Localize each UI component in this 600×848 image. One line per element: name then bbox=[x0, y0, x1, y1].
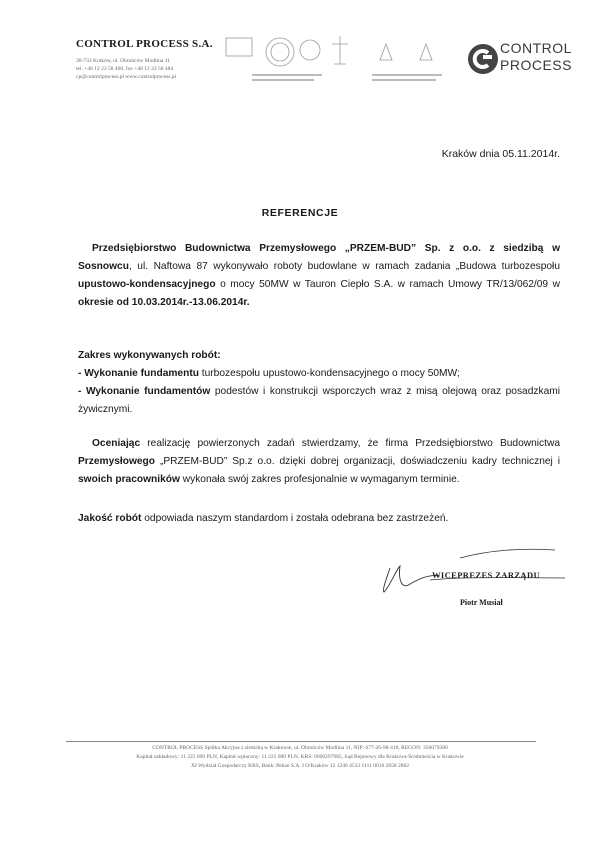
signatory-title: WICEPREZES ZARZĄDU bbox=[432, 570, 541, 580]
footer-divider bbox=[66, 741, 536, 742]
signatory-name: Piotr Musiał bbox=[460, 598, 503, 607]
text: „PRZEM-BUD” Sp.z o.o. dzięki dobrej organizacji, doświadczeniu kadry technicznej i bbox=[155, 456, 560, 467]
footer-company-info: CONTROL PROCESS Spółka Akcyjna z siedzibą w Krakowie, ul. Obrońców Modlina 11, NIP: 677-26-98-418, REGON: 356079380 bbox=[152, 745, 448, 751]
text: wykonała swój zakres profesjonalnie w wymaganym terminie. bbox=[179, 474, 460, 485]
paragraph-quality bbox=[78, 510, 560, 528]
paragraph-assessment bbox=[78, 435, 560, 489]
company-phone: tel. +48 12 23 58 400, fax +48 12 23 58 484 bbox=[76, 66, 174, 72]
text-bold: - Wykonanie fundamentów bbox=[78, 386, 211, 397]
footer-bank-info: XI Wydział Gospodarczy KRS, Bank: Pekao S.A. I O/Kraków 12 1240 4533 1111 0010 2658 2882 bbox=[190, 763, 409, 769]
text-bold: Oceniając bbox=[92, 438, 141, 449]
logo-line-1: CONTROL bbox=[500, 40, 572, 56]
company-address: 30-733 Kraków, ul. Obrońców Modlina 11 bbox=[76, 58, 170, 64]
text-bold: Zakres wykonywanych robót: bbox=[78, 350, 221, 361]
text: turbozespołu upustowo-kondensacyjnego o mocy 50MW; bbox=[198, 368, 460, 379]
text-bold: - Wykonanie fundamentu bbox=[78, 368, 199, 379]
footer-capital-info: Kapitał zakładowy: 11 225 000 PLN, Kapitał wpłacony: 11 225 000 PLN, KRS: 0000297985, Sąd Rejonowy dla Krakowa-Śródmieścia w Krakowie bbox=[136, 754, 464, 760]
letter-title: REFERENCJE bbox=[261, 207, 339, 219]
text: podestów i konstrukcji wsporczych wraz z misą olejową oraz posadzkami bbox=[210, 386, 560, 397]
text: , ul. Naftowa 87 wykonywało roboty budowlane w ramach zadania „Budowa turbozespołu bbox=[128, 261, 560, 272]
company-web: cp@controlprocess.pl www.controlprocess.pl bbox=[76, 74, 177, 80]
company-name: CONTROL PROCESS S.A. bbox=[76, 38, 213, 50]
text-bold: okresie od 10.03.2014r.-13.06.2014r. bbox=[78, 297, 250, 308]
text-bold: swoich pracowników bbox=[78, 474, 180, 485]
control-process-logo-icon bbox=[466, 42, 500, 76]
paragraph-intro bbox=[78, 240, 560, 312]
control-process-logo-text bbox=[500, 40, 572, 74]
text-bold: Przemysłowego bbox=[78, 456, 155, 467]
text-bold: w Sosnowcu bbox=[78, 243, 560, 272]
certification-logos bbox=[222, 30, 454, 88]
text: odpowiada naszym standardom i została odebrana bez zastrzeżeń. bbox=[141, 513, 449, 524]
paragraph-scope bbox=[78, 347, 560, 419]
text-bold: upustowo-kondensacyjnego bbox=[78, 279, 216, 290]
text: żywicznymi. bbox=[78, 404, 133, 415]
text: realizację powierzonych zadań stwierdzamy, że firma Przedsiębiorstwo Budownictwa bbox=[140, 438, 560, 449]
text: o mocy 50MW w Tauron Ciepło S.A. w ramach Umowy TR/13/062/09 w bbox=[215, 279, 560, 290]
letter-date: Kraków dnia 05.11.2014r. bbox=[441, 148, 560, 160]
text-bold: Przedsiębiorstwo Budownictwa Przemysłowego „PRZEM-BUD” Sp. z o.o. z siedzibą bbox=[92, 243, 544, 254]
text-bold: Jakość robót bbox=[78, 513, 142, 524]
logo-line-2: PROCESS bbox=[500, 57, 572, 73]
